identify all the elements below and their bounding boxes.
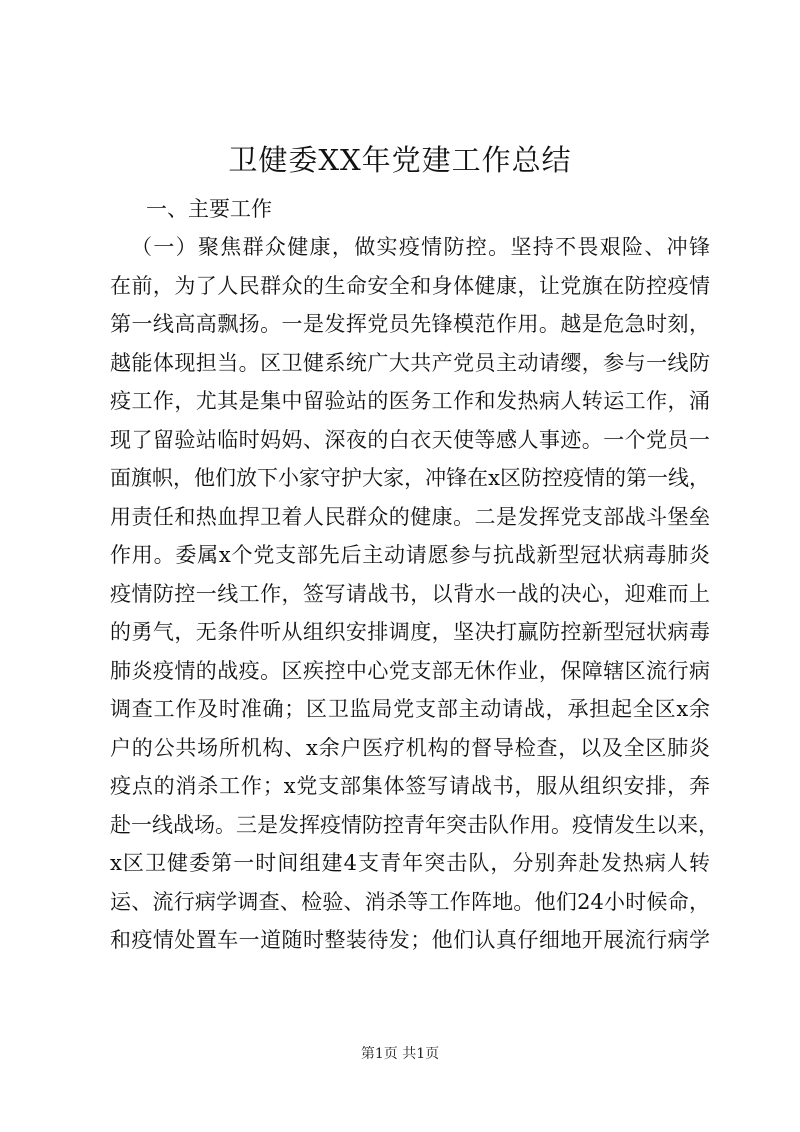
paragraph-line: 户的公共场所机构、x余户医疗机构的督导检查，以及全区肺炎: [110, 735, 710, 760]
section-heading: 一、主要工作: [146, 197, 272, 221]
paragraph-line: 运、流行病学调查、检验、消杀等工作阵地。他们24小时候命，: [110, 889, 710, 914]
page-title: 卫健委XX年党建工作总结: [228, 143, 572, 177]
paragraph-line: 的勇气，无条件听从组织安排调度，坚决打赢防控新型冠状病毒: [110, 620, 710, 644]
paragraph-line: 作用。委属x个党支部先后主动请愿参与抗战新型冠状病毒肺炎: [110, 543, 710, 567]
paragraph-line: 在前，为了人民群众的生命安全和身体健康，让党旗在防控疫情: [110, 273, 710, 298]
paragraph-line: 越能体现担当。区卫健系统广大共产党员主动请缨，参与一线防: [110, 350, 710, 375]
paragraph-line: 疫情防控一线工作，签写请战书，以背水一战的决心，迎难而上: [110, 581, 710, 606]
paragraph-line: x区卫健委第一时间组建4支青年突击队，分别奔赴发热病人转: [110, 851, 710, 875]
paragraph-line: 现了留验站临时妈妈、深夜的白衣天使等感人事迹。一个党员一: [110, 427, 710, 452]
paragraph-line: 面旗帜，他们放下小家守护大家，冲锋在x区防控疫情的第一线，: [110, 466, 710, 490]
paragraph-line: 第一线高高飘扬。一是发挥党员先锋模范作用。越是危急时刻，: [110, 312, 710, 336]
paragraph-line: 和疫情处置车一道随时整装待发；他们认真仔细地开展流行病学: [110, 928, 710, 952]
paragraph-line: 肺炎疫情的战疫。区疾控中心党支部无休作业，保障辖区流行病: [110, 658, 710, 683]
paragraph: [110, 228, 719, 960]
paragraph-line: 疫工作，尤其是集中留验站的医务工作和发热病人转运工作，涌: [110, 389, 710, 413]
paragraph-line: 疫点的消杀工作；x党支部集体签写请战书，服从组织安排，奔: [110, 774, 710, 798]
document-body: [110, 191, 719, 960]
paragraph-line: 调查工作及时准确；区卫监局党支部主动请战，承担起全区x余: [110, 697, 710, 721]
paragraph-line: （一）聚焦群众健康，做实疫情防控。坚持不畏艰险、冲锋: [131, 235, 710, 259]
paragraph-line: 用责任和热血捍卫着人民群众的健康。二是发挥党支部战斗堡垒: [110, 504, 710, 529]
paragraph-line: 赴一线战场。三是发挥疫情防控青年突击队作用。疫情发生以来，: [110, 812, 719, 837]
page-footer: 第1页 共1页: [360, 1046, 440, 1062]
